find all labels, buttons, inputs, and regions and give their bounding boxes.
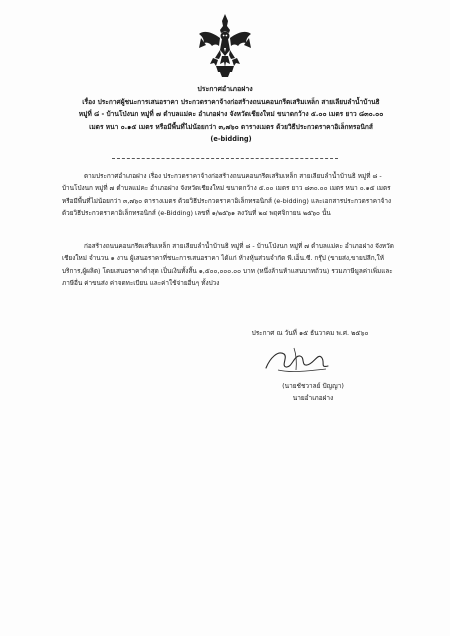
- award-paragraph: ก่อสร้างถนนคอนกรีตเสริมเหล็ก สายเลียบลำน้ำบ้านธิ หมู่ที่ ๘ - บ้านโป่งนก หมู่ที่ ๗ ตำบลแม่คะ อำเภอฝาง จังหวัดเชียงใหม่ จำนวน ๑ งาน ผู้เสนอราคาที่ชนะการเสนอราคา ได้แก่ ห้างหุ้นส่วนจำกัด พี.เอ็น.ซี. กรุ๊ป (ขายส่ง,ขายปลีก,ให้บริการ,ผู้ผลิต) โดยเสนอราคาต่ำสุด เป็นเงินทั้งสิ้น ๑,๕๐๐,๐๐๐.๐๐ บาท (หนึ่งล้านห้าแสนบาทถ้วน) รวมภาษีมูลค่าเพิ่มและภาษีอื่น ค่าขนส่ง ค่าจดทะเบียน และค่าใช้จ่ายอื่นๆ ทั้งปวง: [62, 242, 394, 288]
- subject-line: หมู่ที่ ๘ - บ้านโป่งนก หมู่ที่ ๗ ตำบลแม่คะ อำเภอฝาง จังหวัดเชียงใหม่ ขนาดกว้าง ๕.๐๐ เมตร ยาว ๘๓๐.๐๐: [78, 110, 384, 119]
- announcement-date: ประกาศ ณ วันที่ ๑๕ ธันวาคม พ.ศ. ๒๕๖๐: [251, 329, 369, 337]
- signatory-block: [258, 380, 368, 404]
- handwritten-signature: [248, 340, 348, 380]
- subject-divider: [112, 158, 338, 159]
- signatory-name: (นายชัชวาลย์ ปัญญา): [282, 382, 344, 390]
- signatory-position: นายอำเภอฝาง: [292, 394, 334, 402]
- garuda-emblem-icon: [198, 12, 252, 78]
- issuing-office-title: ประกาศอำเภอฝาง: [197, 85, 253, 93]
- subject-line: เรื่อง ประกาศผู้ชนะการเสนอราคา ประกวดราคาจ้างก่อสร้างถนนคอนกรีตเสริมเหล็ก สายเลียบลำน้ำบ้านธิ: [82, 98, 380, 106]
- subject-line: (e-bidding): [210, 135, 252, 144]
- reference-paragraph: ตามประกาศอำเภอฝาง เรื่อง ประกวดราคาจ้างก่อสร้างถนนคอนกรีตเสริมเหล็ก สายเลียบลำน้ำบ้านธิ หมู่ที่ ๘ - บ้านโป่งนก หมู่ที่ ๗ ตำบลแม่คะ อำเภอฝาง จังหวัดเชียงใหม่ ขนาดกว้าง ๕.๐๐ เมตร ยาว ๘๓๐.๐๐ เมตร หนา ๐.๑๕ เมตร หรือมีพื้นที่ไม่น้อยกว่า ๓,๗๖๐ ตารางเมตร ด้วยวิธีประกวดราคาอิเล็กทรอนิกส์ (e-bidding) และเอกสารประกวดราคาจ้างด้วยวิธีประกวดราคาอิเล็กทรอนิกส์ (e-Bidding) เลขที่ ๑/๒๕๖๑ ลงวันที่ ๒๔ พฤศจิกายน ๒๕๖๐ นั้น: [62, 172, 392, 218]
- subject-heading: [64, 96, 398, 146]
- subject-line: เมตร หนา ๐.๑๕ เมตร หรือมีพื้นที่ไม่น้อยกว่า ๓,๗๖๐ ตารางเมตร ด้วยวิธีประกวดราคาอิเล็กทรอนิกส์: [89, 122, 373, 131]
